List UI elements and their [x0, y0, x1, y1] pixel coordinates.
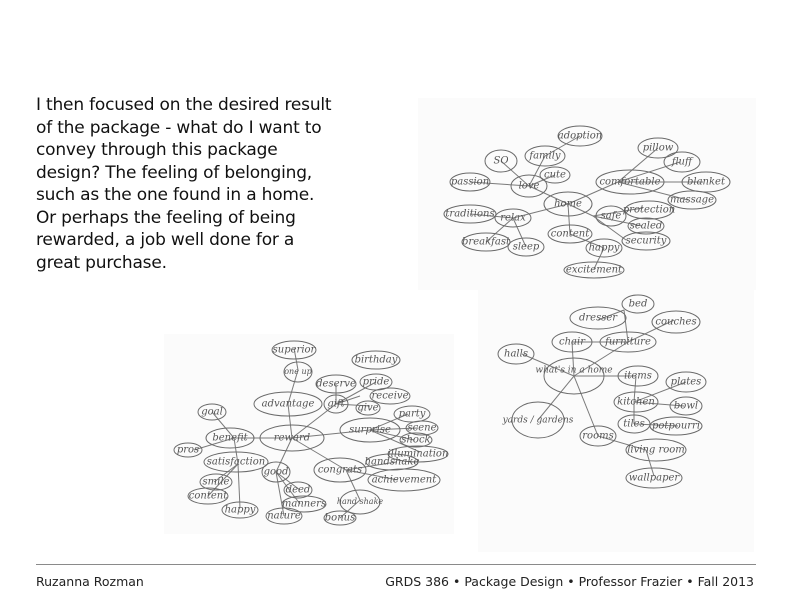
node-deed: [284, 482, 312, 498]
node-passion: [450, 173, 490, 191]
node-gift: [324, 395, 348, 413]
node-label: love: [518, 180, 540, 192]
node-label: sealed: [629, 220, 663, 232]
node-label: pros: [176, 444, 200, 456]
node-kitchen: [614, 392, 658, 412]
node-label: tiles: [623, 418, 645, 430]
node-living-room: [626, 439, 686, 461]
node-label: pride: [362, 376, 390, 388]
node-label: cute: [544, 169, 566, 181]
node-potpourri: [650, 417, 702, 435]
node-label: blanket: [687, 176, 725, 188]
node-birthday: [352, 351, 400, 369]
node-label: relax: [500, 212, 526, 224]
intro-paragraph: I then focused on the desired result of the package - what do I want to convey through this package design? The feeling of belonging, such as the one found in a home. Or perhaps the feeling of being rewarded, a job well done for a great purchase.: [36, 95, 332, 273]
node-label: one up: [284, 367, 312, 376]
node-wallpaper: [626, 468, 682, 488]
node-label: bonus: [324, 512, 356, 524]
node-fluff: [664, 152, 700, 172]
node-content: [188, 488, 228, 504]
node-give: [356, 401, 380, 415]
mind-map-home-drawing: [418, 98, 756, 290]
node-label: rooms: [582, 430, 614, 442]
node-security: [622, 232, 670, 250]
node-label: passion: [450, 176, 490, 188]
node-label: living room: [627, 444, 685, 456]
node-satisfaction: [204, 452, 268, 472]
node-label: content: [188, 490, 228, 502]
node-yards-gardens: [502, 402, 574, 438]
node-label: handshake: [364, 456, 420, 468]
node-label: good: [263, 466, 289, 478]
node-label: comfortable: [599, 176, 661, 188]
node-traditions: [444, 205, 496, 223]
node-label: illumination: [387, 448, 449, 460]
node-shock: [400, 433, 432, 447]
node-goal: [198, 404, 226, 420]
footer-divider: [36, 564, 756, 565]
mind-map-reward-drawing: [164, 334, 454, 534]
mind-map-home-sketch: [418, 98, 756, 290]
node-label: bowl: [673, 400, 699, 412]
node-family: [525, 146, 565, 166]
node-label: deserve: [316, 378, 356, 390]
node-label: fluff: [671, 156, 693, 168]
node-hand-shake: [337, 490, 384, 514]
node-label: scene: [407, 422, 437, 434]
node-comfortable: [596, 170, 664, 194]
footer-course-info: GRDS 386 • Package Design • Professor Frazier • Fall 2013: [385, 574, 754, 589]
node-protection: [623, 201, 675, 219]
node-party: [394, 406, 430, 422]
node-pillow: [638, 138, 678, 158]
node-label: manners: [281, 498, 327, 510]
node-label: what's in a home: [535, 365, 613, 376]
node-breakfast: [462, 233, 511, 251]
node-cute: [540, 167, 570, 183]
node-nature: [266, 508, 302, 524]
node-label: reward: [273, 432, 311, 444]
node-bonus: [324, 511, 356, 525]
node-label: party: [398, 408, 426, 420]
node-label: happy: [224, 504, 256, 516]
node-bowl: [670, 397, 702, 415]
node-label: yards / gardens: [502, 415, 574, 426]
node-label: hand shake: [336, 497, 384, 506]
node-so: [485, 150, 517, 172]
node-label: achievement: [371, 474, 437, 486]
node-label: surprise: [349, 424, 391, 436]
node-label: nature: [267, 510, 301, 522]
node-label: bed: [628, 298, 648, 310]
node-label: security: [625, 235, 667, 247]
node-handshake: [365, 454, 420, 470]
node-items: [618, 366, 658, 386]
mind-map-whats-in-a-home-drawing: [478, 290, 754, 552]
node-couches: [652, 311, 700, 333]
node-label: safe: [600, 210, 622, 222]
node-blanket: [682, 172, 730, 192]
node-label: kitchen: [617, 396, 655, 408]
node-excitement: [564, 262, 624, 278]
node-label: give: [357, 402, 379, 414]
node-label: wallpaper: [628, 472, 680, 484]
node-surprise: [340, 418, 400, 442]
footer-author: Ruzanna Rozman: [36, 574, 144, 589]
node-furniture: [600, 332, 656, 352]
node-happy: [586, 239, 622, 257]
node-label: content: [550, 228, 590, 240]
node-adoption: [558, 126, 602, 146]
node-label: halls: [504, 348, 528, 360]
node-label: receive: [371, 390, 409, 402]
node-congrats: [314, 458, 366, 482]
node-label: advantage: [261, 398, 315, 410]
node-label: items: [624, 370, 652, 382]
mind-map-whats-in-a-home-sketch: [478, 290, 754, 552]
node-label: smile: [202, 476, 230, 488]
node-benefit: [206, 428, 254, 448]
node-content: [548, 225, 592, 243]
node-label: happy: [588, 242, 620, 254]
node-label: congrats: [317, 464, 363, 476]
node-label: breakfast: [462, 236, 510, 248]
node-label: goal: [201, 406, 223, 418]
node-label: superior: [272, 344, 316, 356]
node-dresser: [570, 307, 626, 329]
node-label: couches: [655, 316, 697, 328]
node-halls: [498, 344, 534, 364]
node-safe: [596, 206, 626, 226]
node-label: gift: [327, 398, 345, 410]
node-pros: [174, 443, 202, 457]
node-label: family: [529, 150, 561, 162]
node-label: furniture: [605, 336, 651, 348]
node-label: home: [554, 198, 582, 210]
node-label: traditions: [445, 208, 495, 220]
node-label: plates: [670, 376, 702, 388]
node-one-up: [284, 362, 312, 382]
node-label: deed: [285, 484, 311, 496]
node-label: pillow: [642, 142, 674, 154]
node-relax: [495, 209, 531, 227]
node-superior: [272, 341, 317, 359]
node-home: [544, 192, 592, 216]
node-label: excitement: [565, 264, 623, 276]
node-happy: [222, 502, 258, 518]
node-advantage: [254, 392, 322, 416]
node-label: massage: [670, 194, 714, 206]
node-sleep: [508, 238, 544, 256]
node-label: benefit: [212, 432, 248, 444]
node-plates: [666, 372, 706, 392]
node-label: adoption: [557, 130, 603, 142]
node-achievement: [368, 469, 440, 491]
node-bed: [622, 295, 654, 313]
node-label: SO: [493, 155, 509, 167]
node-label: protection: [622, 204, 676, 216]
node-tiles: [618, 415, 650, 433]
node-label: shock: [401, 434, 431, 446]
mind-map-reward-sketch: [164, 334, 454, 534]
node-label: satisfaction: [206, 456, 266, 468]
node-label: potpourri: [651, 420, 701, 432]
node-label: birthday: [354, 354, 398, 366]
node-label: chair: [559, 336, 585, 348]
node-rooms: [580, 426, 616, 446]
node-label: dresser: [578, 312, 618, 324]
node-label: sleep: [512, 241, 540, 253]
